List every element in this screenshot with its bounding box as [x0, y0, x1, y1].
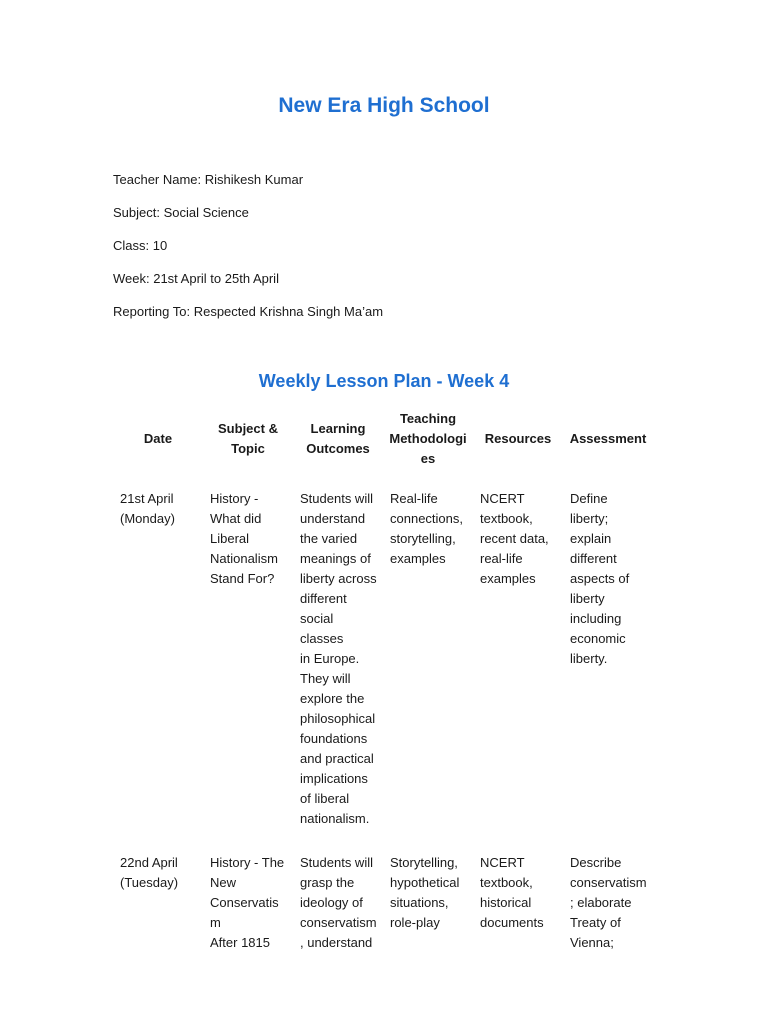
cell-date: 22nd April (Tuesday)	[120, 855, 179, 890]
header-learning-outcomes: Learning Outcomes	[306, 421, 370, 456]
cell-methods: Real-life connections, storytelling, examples	[390, 491, 463, 566]
cell-assessment: Describe conservatism ; elaborate Treaty of Vienna;	[570, 855, 647, 950]
class-line: Class: 10	[113, 238, 168, 253]
cell-topic: History - The New Conservatism After 1815	[210, 855, 285, 950]
subject-line: Subject: Social Science	[113, 205, 249, 220]
cell-outcomes: Students will grasp the ideology of conservatism , understand	[300, 855, 377, 950]
cell-resources: NCERT textbook, recent data, real-life examples	[480, 491, 549, 586]
table-row	[113, 475, 653, 839]
cell-resources: NCERT textbook, historical documents	[480, 855, 544, 930]
header-date: Date	[143, 431, 173, 446]
header-subject-topic: Subject & Topic	[218, 421, 278, 456]
lesson-plan-table	[113, 407, 653, 963]
header-assessment: Assessment	[569, 431, 647, 446]
cell-assessment: Define liberty; explain different aspects of liberty including economic liberty.	[570, 491, 630, 666]
teacher-info-block	[113, 170, 383, 335]
header-teaching-methodologies: Teaching Methodologi es	[389, 411, 467, 466]
week-line: Week: 21st April to 25th April	[113, 271, 279, 286]
lesson-plan-title: Weekly Lesson Plan - Week 4	[258, 371, 510, 391]
table-row	[113, 839, 653, 963]
teacher-name: Teacher Name: Rishikesh Kumar	[113, 172, 304, 187]
cell-topic: History - What did Liberal Nationalism Stand For?	[210, 491, 278, 586]
cell-outcomes: Students will understand the varied meanings of liberty across different social classes in Europe. They will explore the philosophical foundations and practical implications of liberal nationalism.	[300, 491, 377, 826]
cell-methods: Storytelling, hypothetical situations, role-play	[390, 855, 460, 930]
school-title: New Era High School	[278, 94, 490, 117]
header-resources: Resources	[484, 431, 552, 446]
cell-date: 21st April (Monday)	[120, 491, 175, 526]
reporting-line: Reporting To: Respected Krishna Singh Ma’am	[113, 304, 384, 319]
table-header-row	[113, 407, 653, 475]
